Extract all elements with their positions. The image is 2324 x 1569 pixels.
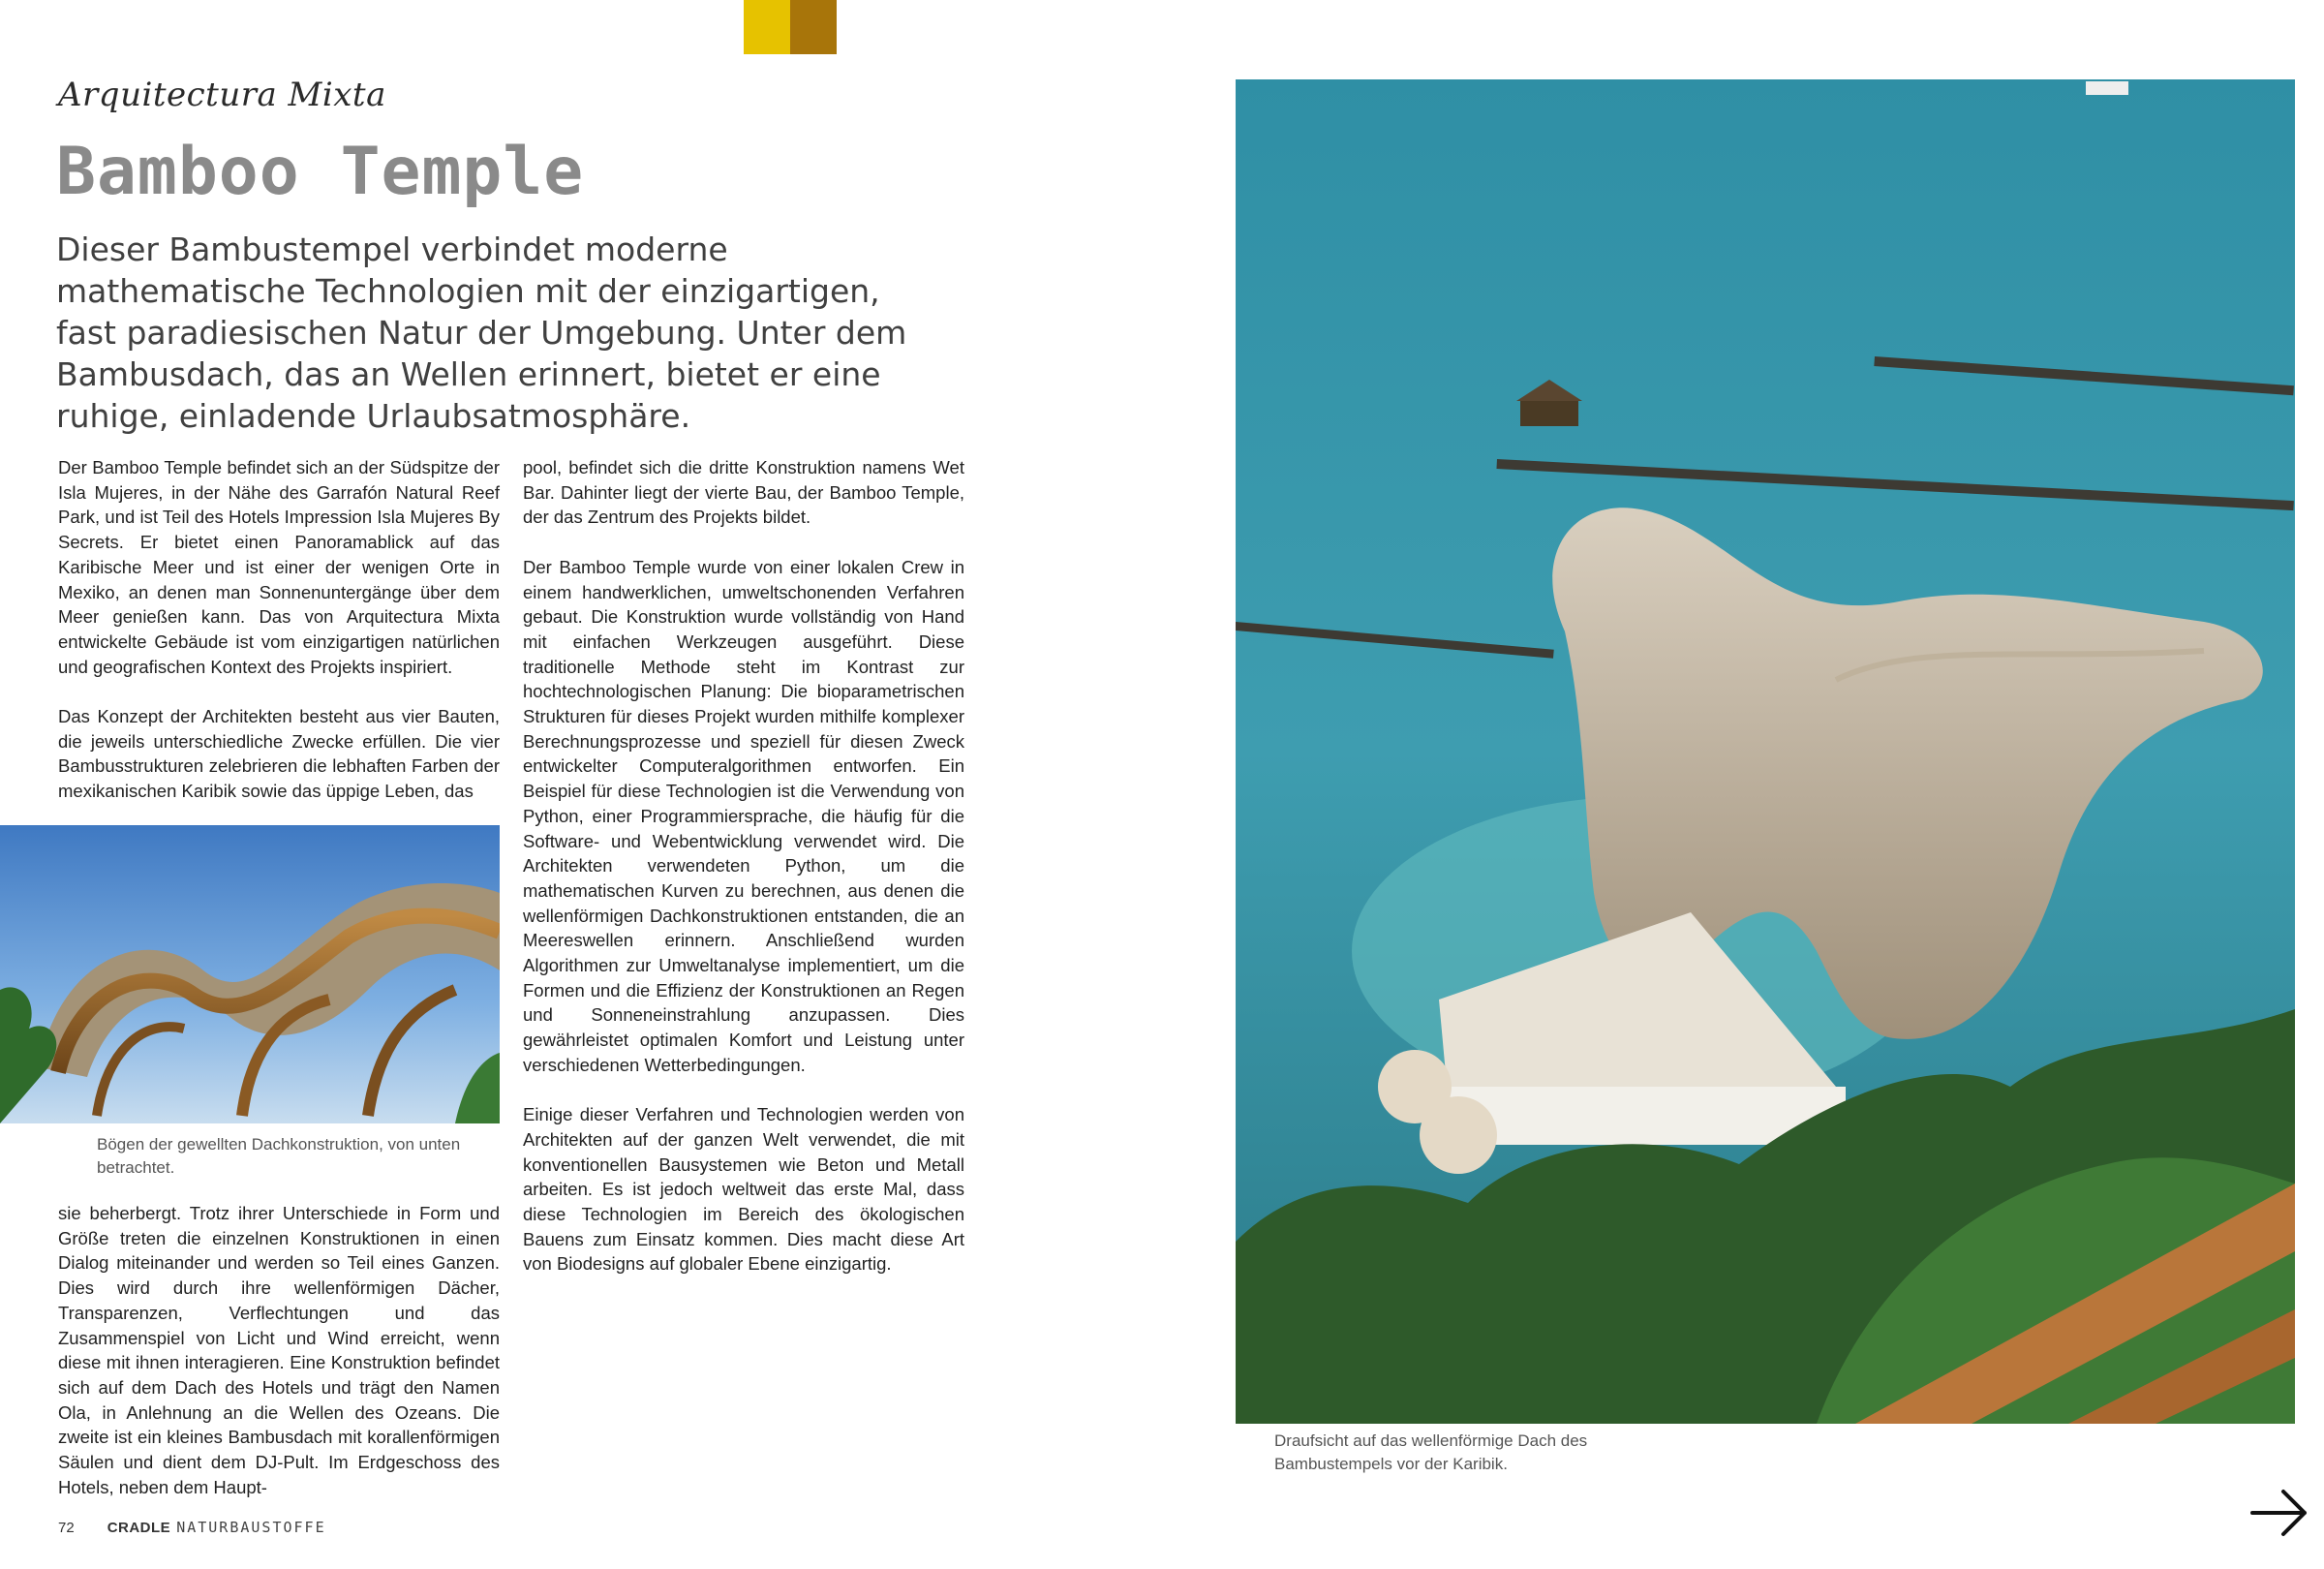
paragraph: Das Konzept der Architekten besteht aus vier Bauten, die jeweils unterschiedliche Zwecke erfüllen. Die vier Bambusstrukturen zelebrieren die lebhaften Farben der mexikanischen Karibik sowie das üppige Leben, das [58, 706, 500, 802]
section-name: NATURBAUSTOFFE [176, 1519, 326, 1536]
body-column-2 [523, 455, 964, 1302]
body-column-1-top [58, 455, 500, 829]
magazine-brand: CRADLE [107, 1520, 171, 1536]
photo-aerial-temple [1236, 79, 2295, 1424]
paragraph: Einige dieser Verfahren und Technologien werden von Architekten auf der ganzen Welt verwendet, die mit konventionellen Bausystemen wie Beton und Metall arbeiten. Es ist jedoch weltweit das erste Mal, dass diese Technologien im Bereich des ökologischen Bauens zum Einsatz kommen. Dies macht diese Art von Biodesigns auf globaler Ebene einzigartig. [523, 1104, 964, 1275]
tab-yellow [744, 0, 790, 54]
article-title: Bamboo Temple [56, 134, 585, 210]
architect-kicker: Arquitectura Mixta [58, 76, 386, 114]
paragraph: pool, befindet sich die dritte Konstruktion namens Wet Bar. Dahinter liegt der vierte Bau, der Bamboo Temple, der das Zentrum des Projekts bildet. [523, 457, 964, 528]
body-column-1-bottom [58, 1201, 500, 1524]
lead-paragraph: Dieser Bambustempel verbindet moderne mathematische Technologien mit der einzigartigen, fast paradiesischen Natur der Umgebung. Unter dem Bambusdach, das an Wellen erinnert, bietet er eine ruhige, einladende Urlaubsatmosphäre. [56, 231, 907, 435]
next-page-arrow-icon[interactable] [2248, 1486, 2310, 1540]
page-number: 72 [58, 1520, 75, 1536]
paragraph: Der Bamboo Temple befindet sich an der Südspitze der Isla Mujeres, in der Nähe des Garrafón Natural Reef Park, und ist Teil des Hotels Impression Isla Mujeres By Secrets. Er bietet einen Panoramablick auf das Karibische Meer und ist einer der wenigen Orte in Mexiko, an denen man Sonnenuntergänge über dem Meer genießen kann. Das von Arquitectura Mixta entwickelte Gebäude ist vom einzigartigen natürlichen und geografischen Kontext des Projekts inspiriert. [58, 457, 500, 677]
paragraph: sie beherbergt. Trotz ihrer Unterschiede in Form und Größe treten die einzelnen Konstruktionen in einen Dialog miteinander und werden so Teil eines Ganzen. Dies wird durch ihre wellenförmigen Dächer, Transparenzen, Verflechtungen und das Zusammenspiel von Licht und Wind erreicht, wenn diese mit ihnen interagieren. Eine Konstruktion befindet sich auf dem Dach des Hotels und trägt den Namen Ola, in Anlehnung an die Wellen des Ozeans. Die zweite ist ein kleines Bambusdach mit korallenförmigen Säulen und dient dem DJ-Pult. Im Erdgeschoss des Hotels, neben dem Haupt- [58, 1203, 500, 1497]
caption-big-photo: Draufsicht auf das wellenförmige Dach des Bambustempels vor der Karibik. [1274, 1431, 1588, 1473]
paragraph: Der Bamboo Temple wurde von einer lokalen Crew in einem handwerklichen, umweltschonenden Verfahren gebaut. Die Konstruktion wurde vollständig von Hand mit einfachen Werkzeugen ausgeführt. Diese traditionelle Methode steht im Kontrast zur hochtechnologischen Planung: Die bioparametrischen Strukturen für dieses Projekt wurden mithilfe komplexer Berechnungsprozesse und speziell für diesen Zweck entwickelter Computeralgorithmen entworfen. Ein Beispiel für diese Technologien ist die Verwendung von Python, einer Programmiersprache, die häufig für die Software- und Webentwicklung verwendet wird. Die Architekten verwendeten Python, um die mathematischen Kurven zu berechnen, aus denen die wellenförmigen Dachkonstruktionen entstanden, die an Meereswellen erinnern. Anschließend wurden Algorithmen zur Umweltanalyse implementiert, um die Formen und die Effizienz der Konstruktionen an Regen und Sonneneinstrahlung anzupassen. Dies gewährleistet optimalen Komfort und Leistung unter verschiedenen Wetterbedingungen. [523, 556, 964, 1075]
page-footer [58, 1519, 326, 1536]
photo-bamboo-arches [0, 825, 500, 1123]
color-tab [744, 0, 837, 54]
caption-small-photo: Bögen der gewellten Dachkonstruktion, von unten betrachtet. [97, 1135, 461, 1177]
tab-ochre [790, 0, 837, 54]
